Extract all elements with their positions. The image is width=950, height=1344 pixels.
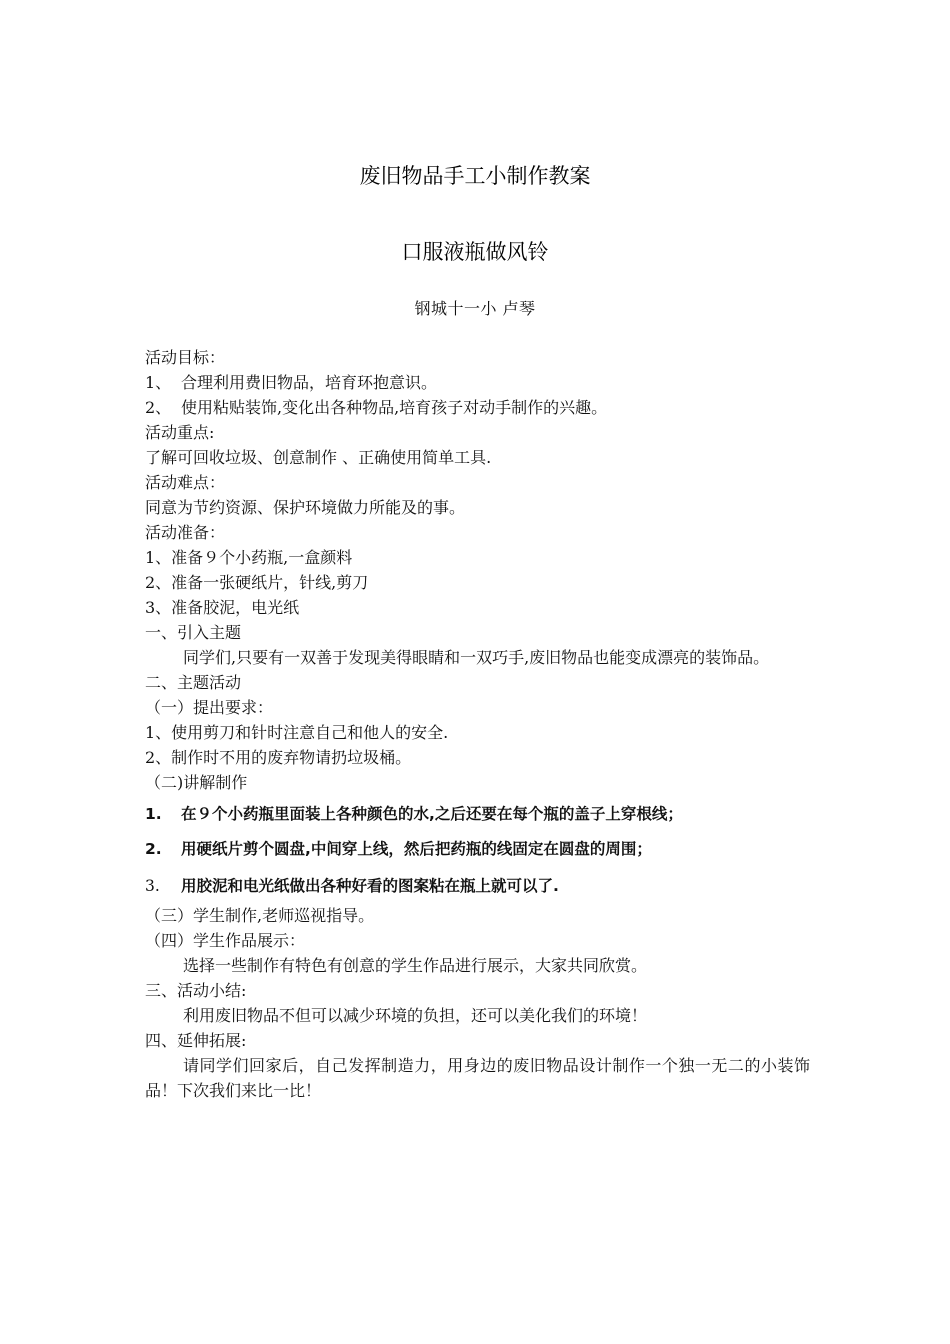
goal-text: 使用粘贴装饰,变化出各种物品,培育孩子对动手制作的兴趣。 (181, 398, 608, 417)
requirement-item: 2、制作时不用的废弃物请扔垃圾桶。 (145, 748, 412, 767)
goal-item (145, 395, 810, 420)
requirement-item: 1、使用剪刀和针时注意自己和他人的安全. (145, 723, 449, 742)
step-item (145, 799, 810, 829)
focus-heading: 活动重点: (145, 423, 215, 442)
author-line: 钢城十一小 卢琴 (414, 299, 536, 318)
goal-item (145, 370, 810, 395)
student-work-heading: （三）学生制作,老师巡视指导。 (145, 906, 375, 925)
document-subtitle: 口服液瓶做风铃 (401, 240, 549, 264)
goal-number: 2、 (145, 398, 172, 417)
difficulty-text: 同意为节约资源、保护环境做力所能及的事。 (145, 498, 466, 517)
step-text: 在９个小药瓶里面装上各种颜色的水,之后还要在每个瓶的盖子上穿根线； (181, 805, 683, 823)
step-text: 用硬纸片剪个圆盘,中间穿上线，然后把药瓶的线固定在圆盘的周围； (181, 840, 652, 858)
step-item (145, 869, 810, 903)
document-body (145, 345, 810, 1103)
step-item (145, 831, 810, 867)
section1-paragraph: 同学们,只要有一双善于发现美得眼睛和一双巧手,废旧物品也能变成漂亮的装饰品。 (183, 648, 770, 667)
step-text: 用胶泥和电光纸做出各种好看的图案粘在瓶上就可以了. (181, 877, 559, 895)
difficulty-heading: 活动难点： (145, 473, 226, 492)
section2-heading: 二、主题活动 (145, 673, 242, 692)
goal-number: 1、 (145, 373, 172, 392)
explanation-heading: （二)讲解制作 (145, 773, 248, 792)
prep-heading: 活动准备： (145, 523, 226, 542)
step-number: 3. (145, 877, 160, 895)
section4-heading: 四、延伸拓展: (145, 1031, 247, 1050)
focus-text: 了解可回收垃圾、创意制作 、正确使用简单工具. (145, 448, 492, 467)
prep-item: 1、准备９个小药瓶,一盒颜料 (145, 548, 353, 567)
section3-heading: 三、活动小结: (145, 981, 247, 1000)
goal-text: 合理利用费旧物品，培育环抱意识。 (181, 373, 438, 392)
showcase-heading: （四）学生作品展示： (145, 931, 306, 950)
showcase-text: 选择一些制作有特色有创意的学生作品进行展示，大家共同欣赏。 (183, 956, 648, 975)
section3-text: 利用废旧物品不但可以减少环境的负担，还可以美化我们的环境！ (183, 1006, 648, 1025)
prep-item: 3、准备胶泥，电光纸 (145, 598, 300, 617)
section4-paragraph: 请同学们回家后，自己发挥制造力，用身边的废旧物品设计制作一个独一无二的小装饰品！下次我们来比一比！ (145, 1056, 810, 1100)
document-title: 废旧物品手工小制作教案 (359, 164, 591, 188)
step-number: 2. (145, 840, 162, 858)
step-number: 1. (145, 805, 162, 823)
requirements-heading: （一）提出要求： (145, 698, 274, 717)
section1-heading: 一、引入主题 (145, 623, 242, 642)
goals-heading: 活动目标： (145, 348, 226, 367)
prep-item: 2、准备一张硬纸片，针线,剪刀 (145, 573, 369, 592)
